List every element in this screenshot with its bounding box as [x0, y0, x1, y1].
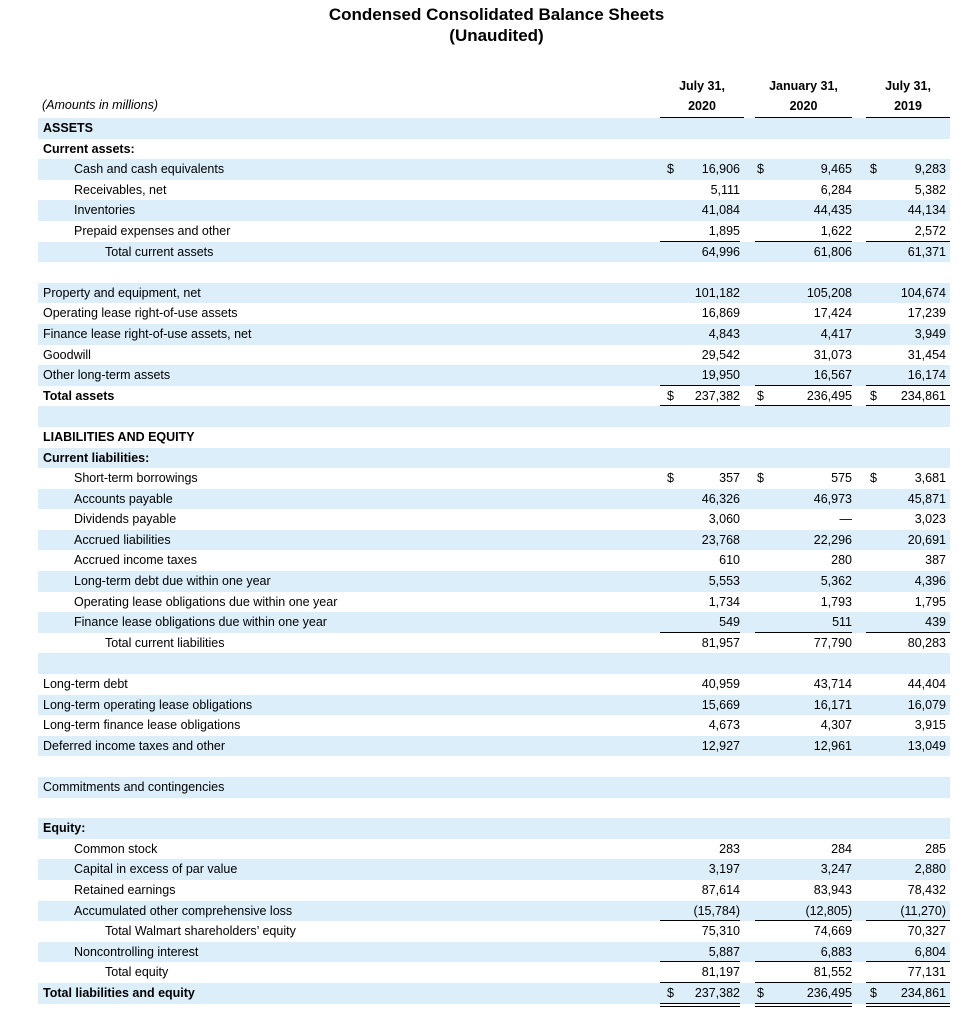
row-label: Inventories	[74, 203, 136, 218]
value-cell: 2,572	[914, 223, 946, 238]
dollar-sign: $	[667, 985, 674, 1000]
value-cell: 61,806	[813, 244, 852, 259]
row-label: Accounts payable	[74, 491, 173, 506]
value-cell: 75,310	[701, 924, 740, 939]
row-label: Finance lease obligations due within one year	[74, 615, 327, 630]
value-cell: 1,793	[820, 594, 852, 609]
table-row	[0, 612, 973, 633]
dollar-sign: $	[757, 471, 764, 486]
value-cell: 283	[719, 841, 740, 856]
value-cell: 78,432	[907, 882, 946, 897]
value-cell: 1,795	[914, 594, 946, 609]
value-cell: 3,023	[914, 512, 946, 527]
value-cell: 1,895	[708, 223, 740, 238]
dollar-sign: $	[667, 162, 674, 177]
table-row	[0, 530, 973, 551]
value-cell: 16,079	[907, 697, 946, 712]
value-cell: 357	[719, 471, 740, 486]
row-label: Long-term finance lease obligations	[43, 718, 241, 733]
value-cell: 6,883	[820, 944, 852, 959]
table-row	[0, 839, 973, 860]
value-cell: 1,734	[708, 594, 740, 609]
table-row	[0, 695, 973, 716]
row-label: Common stock	[74, 841, 158, 856]
value-cell: 12,961	[813, 738, 852, 753]
title-line-1: Condensed Consolidated Balance Sheets	[328, 5, 665, 24]
row-label: Long-term debt due within one year	[74, 574, 271, 589]
table-row	[0, 345, 973, 366]
column-header-year: 2020	[688, 99, 716, 113]
value-cell: 575	[831, 471, 852, 486]
value-cell: 44,435	[813, 203, 852, 218]
value-cell: 4,417	[820, 326, 852, 341]
dollar-sign: $	[757, 985, 764, 1000]
dollar-sign: $	[870, 162, 877, 177]
value-cell: 77,790	[813, 635, 852, 650]
table-row	[0, 242, 973, 263]
row-label: Finance lease right-of-use assets, net	[43, 326, 252, 341]
row-label: ASSETS	[43, 121, 94, 135]
value-cell: —	[839, 512, 852, 527]
value-cell: 46,973	[813, 491, 852, 506]
value-cell: 5,382	[914, 182, 946, 197]
table-row	[0, 880, 973, 901]
value-cell: 9,465	[820, 162, 852, 177]
units-note: (Amounts in millions)	[42, 98, 159, 112]
value-cell: 16,174	[907, 368, 946, 383]
table-row	[0, 406, 973, 427]
value-cell: 511	[832, 615, 852, 630]
total-underline	[660, 1003, 740, 1004]
column-header-month: January 31,	[769, 79, 838, 93]
value-cell: 45,871	[907, 491, 946, 506]
table-row	[0, 468, 973, 489]
table-row	[0, 303, 973, 324]
value-cell: 5,362	[820, 574, 852, 589]
table-row	[0, 859, 973, 880]
total-underline	[866, 1003, 950, 1004]
table-row	[0, 901, 973, 922]
table-row	[0, 715, 973, 736]
value-cell: 237,382	[694, 388, 740, 403]
value-cell: 234,861	[900, 388, 946, 403]
row-label: Dividends payable	[74, 512, 177, 527]
column-header-january-2020	[755, 76, 852, 116]
row-label: Current assets:	[43, 141, 135, 156]
table-row	[0, 550, 973, 571]
row-shading	[38, 118, 950, 139]
value-cell: 81,552	[813, 965, 852, 980]
value-cell: 77,131	[907, 965, 946, 980]
value-cell: 3,060	[708, 512, 740, 527]
table-row	[0, 386, 973, 407]
dollar-sign: $	[870, 985, 877, 1000]
row-label: Equity:	[43, 821, 86, 836]
value-cell: 16,869	[701, 306, 740, 321]
value-cell: 2,880	[914, 862, 946, 877]
value-cell: 44,404	[907, 677, 946, 692]
statement-title	[0, 4, 973, 46]
row-label: LIABILITIES AND EQUITY	[43, 429, 195, 444]
value-cell: 5,887	[708, 944, 740, 959]
value-cell: 64,996	[701, 244, 740, 259]
row-shading	[38, 818, 950, 839]
value-cell: 105,208	[806, 285, 852, 300]
column-header-month: July 31,	[679, 79, 725, 93]
row-label: Current liabilities:	[43, 450, 150, 465]
row-label: Property and equipment, net	[43, 285, 201, 300]
row-label: Other long-term assets	[43, 368, 171, 383]
value-cell: 12,927	[701, 738, 740, 753]
row-label: Long-term operating lease obligations	[43, 697, 253, 712]
value-cell: 6,804	[914, 944, 946, 959]
value-cell: 81,197	[701, 965, 740, 980]
row-label: Retained earnings	[74, 882, 176, 897]
value-cell: 387	[925, 553, 946, 568]
table-row	[0, 489, 973, 510]
dollar-sign: $	[870, 388, 877, 403]
value-cell: 40,959	[701, 677, 740, 692]
table-row	[0, 653, 973, 674]
balance-sheet-table	[0, 118, 973, 1004]
table-row	[0, 798, 973, 819]
table-row	[0, 592, 973, 613]
value-cell: 1,622	[820, 223, 852, 238]
dollar-sign: $	[870, 471, 877, 486]
dollar-sign: $	[667, 471, 674, 486]
row-label: Total current liabilities	[105, 635, 225, 650]
value-cell: 15,669	[701, 697, 740, 712]
row-label: Deferred income taxes and other	[43, 738, 226, 753]
value-cell: 61,371	[907, 244, 946, 259]
total-underline	[755, 1003, 852, 1004]
table-row	[0, 674, 973, 695]
table-row	[0, 283, 973, 304]
row-label: Goodwill	[43, 347, 91, 362]
row-label: Receivables, net	[74, 182, 167, 197]
value-cell: 31,454	[907, 347, 946, 362]
value-cell: 236,495	[806, 388, 852, 403]
table-row	[0, 509, 973, 530]
value-cell: 237,382	[694, 985, 740, 1000]
double-underline	[660, 1006, 740, 1007]
row-label: Prepaid expenses and other	[74, 223, 231, 238]
row-shading	[38, 406, 950, 427]
value-cell: 17,424	[813, 306, 852, 321]
column-header-july-2020	[660, 76, 744, 116]
value-cell: 9,283	[914, 162, 946, 177]
value-cell: 23,768	[701, 532, 740, 547]
value-cell: 3,197	[708, 862, 740, 877]
table-row	[0, 262, 973, 283]
row-label: Short-term borrowings	[74, 471, 198, 486]
value-cell: 549	[719, 615, 740, 630]
table-row	[0, 200, 973, 221]
value-cell: 29,542	[701, 347, 740, 362]
row-shading	[38, 653, 950, 674]
table-row	[0, 962, 973, 983]
value-cell: 5,111	[710, 182, 740, 197]
column-header-year: 2020	[789, 99, 818, 113]
column-header-year: 2019	[894, 99, 922, 113]
value-cell: 6,284	[820, 182, 852, 197]
row-label: Accumulated other comprehensive loss	[74, 903, 293, 918]
value-cell: 80,283	[907, 635, 946, 650]
value-cell: (15,784)	[693, 903, 740, 918]
value-cell: 280	[831, 553, 852, 568]
value-cell: 43,714	[813, 677, 852, 692]
value-cell: 285	[925, 841, 946, 856]
table-row	[0, 818, 973, 839]
row-label: Total current assets	[105, 244, 214, 259]
value-cell: 44,134	[907, 203, 946, 218]
value-cell: 3,681	[914, 471, 946, 486]
table-row	[0, 180, 973, 201]
table-row	[0, 427, 973, 448]
value-cell: 3,949	[914, 326, 946, 341]
value-cell: 234,861	[900, 985, 946, 1000]
value-cell: 87,614	[701, 882, 740, 897]
table-row	[0, 139, 973, 160]
row-label: Total equity	[105, 965, 169, 980]
value-cell: 74,669	[813, 924, 852, 939]
value-cell: 610	[719, 553, 740, 568]
row-label: Accrued liabilities	[74, 532, 171, 547]
table-row	[0, 571, 973, 592]
value-cell: 4,843	[708, 326, 740, 341]
value-cell: (11,270)	[900, 903, 946, 918]
value-cell: 101,182	[694, 285, 740, 300]
row-label: Operating lease obligations due within one year	[74, 594, 338, 609]
value-cell: 16,171	[813, 697, 852, 712]
value-cell: 81,957	[701, 635, 740, 650]
row-label: Commitments and contingencies	[43, 780, 225, 794]
value-cell: 41,084	[701, 203, 740, 218]
row-label: Total assets	[43, 388, 115, 403]
row-label: Operating lease right-of-use assets	[43, 306, 238, 321]
value-cell: 4,673	[708, 718, 740, 733]
row-label: Noncontrolling interest	[74, 944, 199, 959]
value-cell: 31,073	[813, 347, 852, 362]
value-cell: 17,239	[907, 306, 946, 321]
value-cell: 46,326	[701, 491, 740, 506]
row-label: Cash and cash equivalents	[74, 162, 225, 177]
dollar-sign: $	[757, 162, 764, 177]
value-cell: 104,674	[900, 285, 946, 300]
table-row	[0, 221, 973, 242]
value-cell: (12,805)	[805, 903, 852, 918]
value-cell: 13,049	[907, 738, 946, 753]
table-row	[0, 756, 973, 777]
table-row	[0, 324, 973, 345]
table-row	[0, 118, 973, 139]
value-cell: 83,943	[813, 882, 852, 897]
value-cell: 439	[925, 615, 946, 630]
title-line-2: (Unaudited)	[449, 26, 544, 45]
dollar-sign: $	[667, 388, 674, 403]
row-shading	[38, 448, 950, 469]
value-cell: 16,906	[701, 162, 740, 177]
row-label: Capital in excess of par value	[74, 862, 238, 877]
value-cell: 20,691	[907, 532, 946, 547]
value-cell: 3,247	[820, 862, 852, 877]
table-row	[0, 159, 973, 180]
value-cell: 4,307	[820, 718, 852, 733]
row-label: Long-term debt	[43, 677, 128, 692]
table-row	[0, 983, 973, 1004]
value-cell: 22,296	[813, 532, 852, 547]
value-cell: 4,396	[914, 574, 946, 589]
column-header-july-2019	[866, 76, 950, 116]
value-cell: 284	[831, 841, 852, 856]
table-row	[0, 365, 973, 386]
table-row	[0, 942, 973, 963]
table-row	[0, 633, 973, 654]
column-header-month: July 31,	[885, 79, 931, 93]
value-cell: 5,553	[708, 574, 740, 589]
table-row	[0, 448, 973, 469]
value-cell: 3,915	[914, 718, 946, 733]
value-cell: 16,567	[813, 368, 852, 383]
row-label: Total Walmart shareholders’ equity	[105, 924, 296, 939]
value-cell: 236,495	[806, 985, 852, 1000]
table-row	[0, 736, 973, 757]
row-label: Accrued income taxes	[74, 553, 197, 568]
double-underline	[755, 1006, 852, 1007]
dollar-sign: $	[757, 388, 764, 403]
table-row	[0, 777, 973, 798]
table-row	[0, 921, 973, 942]
double-underline	[866, 1006, 950, 1007]
value-cell: 70,327	[907, 924, 946, 939]
value-cell: 19,950	[701, 368, 740, 383]
row-label: Total liabilities and equity	[43, 985, 195, 1000]
